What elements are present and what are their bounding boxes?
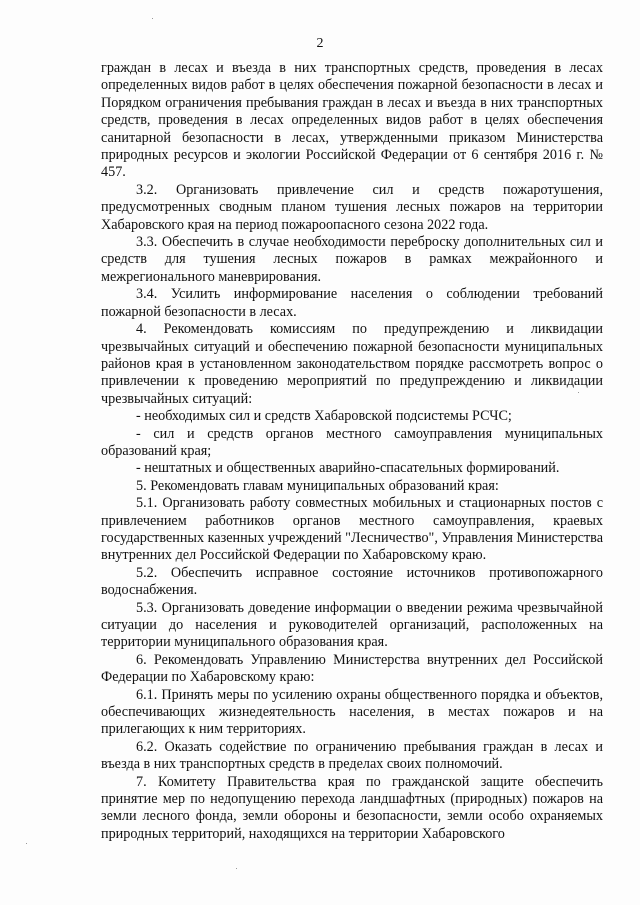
scan-speck <box>26 843 27 844</box>
paragraph-3-3: 3.3. Обеспечить в случае необходимости переброску дополнительных сил и средств для тушения лесных пожаров в рамках межрайонного и межрегионального маневрирования. <box>101 234 603 285</box>
list-item-local-government: - сил и средств органов местного самоуправления муниципальных образований края; <box>101 425 603 459</box>
paragraph-6: 6. Рекомендовать Управлению Министерства внутренних дел Российской Федерации по Хабаровскому краю: <box>101 651 603 686</box>
paragraph-6-2: 6.2. Оказать содействие по ограничению пребывания граждан в лесах и въезда в них транспортных средств в пределах своих полномочий. <box>101 738 603 773</box>
document-body <box>101 60 603 843</box>
list-item-rschs: - необходимых сил и средств Хабаровской подсистемы РСЧС; <box>136 408 512 425</box>
paragraph-3-4: 3.4. Усилить информирование населения о соблюдении требований пожарной безопасности в лесах. <box>101 286 603 320</box>
page-number: 2 <box>316 36 324 51</box>
paragraph-5-1: 5.1. Организовать работу совместных мобильных и стационарных постов с привлечением работников органов местного самоуправления, краевых государственных казенных учреждений "Лесничество", Управления Министерства внутренних дел Российской Федерации по Хабаровскому краю. <box>101 495 603 564</box>
paragraph-7: 7. Комитету Правительства края по гражданской защите обеспечить принятие мер по недопущению перехода ландшафтных (природных) пожаров на земли лесного фонда, земли обороны и безопасности, земли особо охраняемых природных территорий, находящихся на территории Хабаровского <box>101 773 603 842</box>
scan-speck <box>578 392 579 393</box>
scan-speck <box>152 18 153 19</box>
paragraph-5: 5. Рекомендовать главам муниципальных образований края: <box>136 477 499 494</box>
scan-speck <box>236 868 237 869</box>
list-item-rescue-formations: - нештатных и общественных аварийно-спасательных формирований. <box>136 460 560 477</box>
paragraph-5-3: 5.3. Организовать доведение информации о введении режима чрезвычайной ситуации до населения и руководителей организаций, расположенных на территории муниципального образования края. <box>101 599 603 651</box>
paragraph-6-1: 6.1. Принять меры по усилению охраны общественного порядка и объектов, обеспечивающих жизнедеятельность населения, в местах пожаров и на прилегающих к ним территориях. <box>101 686 603 738</box>
paragraph-continuation: граждан в лесах и въезда в них транспортных средств, проведения в лесах определенных видов работ в целях обеспечения пожарной безопасности в лесах и Порядком ограничения пребывания граждан в лесах и въезда в них транспортных средств, проведения в лесах определенных видов работ в целях обеспечения санитарной безопасности в лесах, утвержденными приказом Министерства природных ресурсов и экологии Российской Федерации от 6 сентября 2016 г. № 457. <box>101 60 603 181</box>
paragraph-5-2: 5.2. Обеспечить исправное состояние источников противопожарного водоснабжения. <box>101 564 603 599</box>
paragraph-4: 4. Рекомендовать комиссиям по предупреждению и ликвидации чрезвычайных ситуаций и обеспечению пожарной безопасности муниципальных районов края в установленном законодательством порядке рассмотреть вопрос о привлечении к проведению мероприятий по предупреждению и ликвидации чрезвычайных ситуаций: <box>101 321 603 407</box>
paragraph-3-2: 3.2. Организовать привлечение сил и средств пожаротушения, предусмотренных сводным планом тушения лесных пожаров на территории Хабаровского края на период пожароопасного сезона 2022 года. <box>101 181 603 233</box>
